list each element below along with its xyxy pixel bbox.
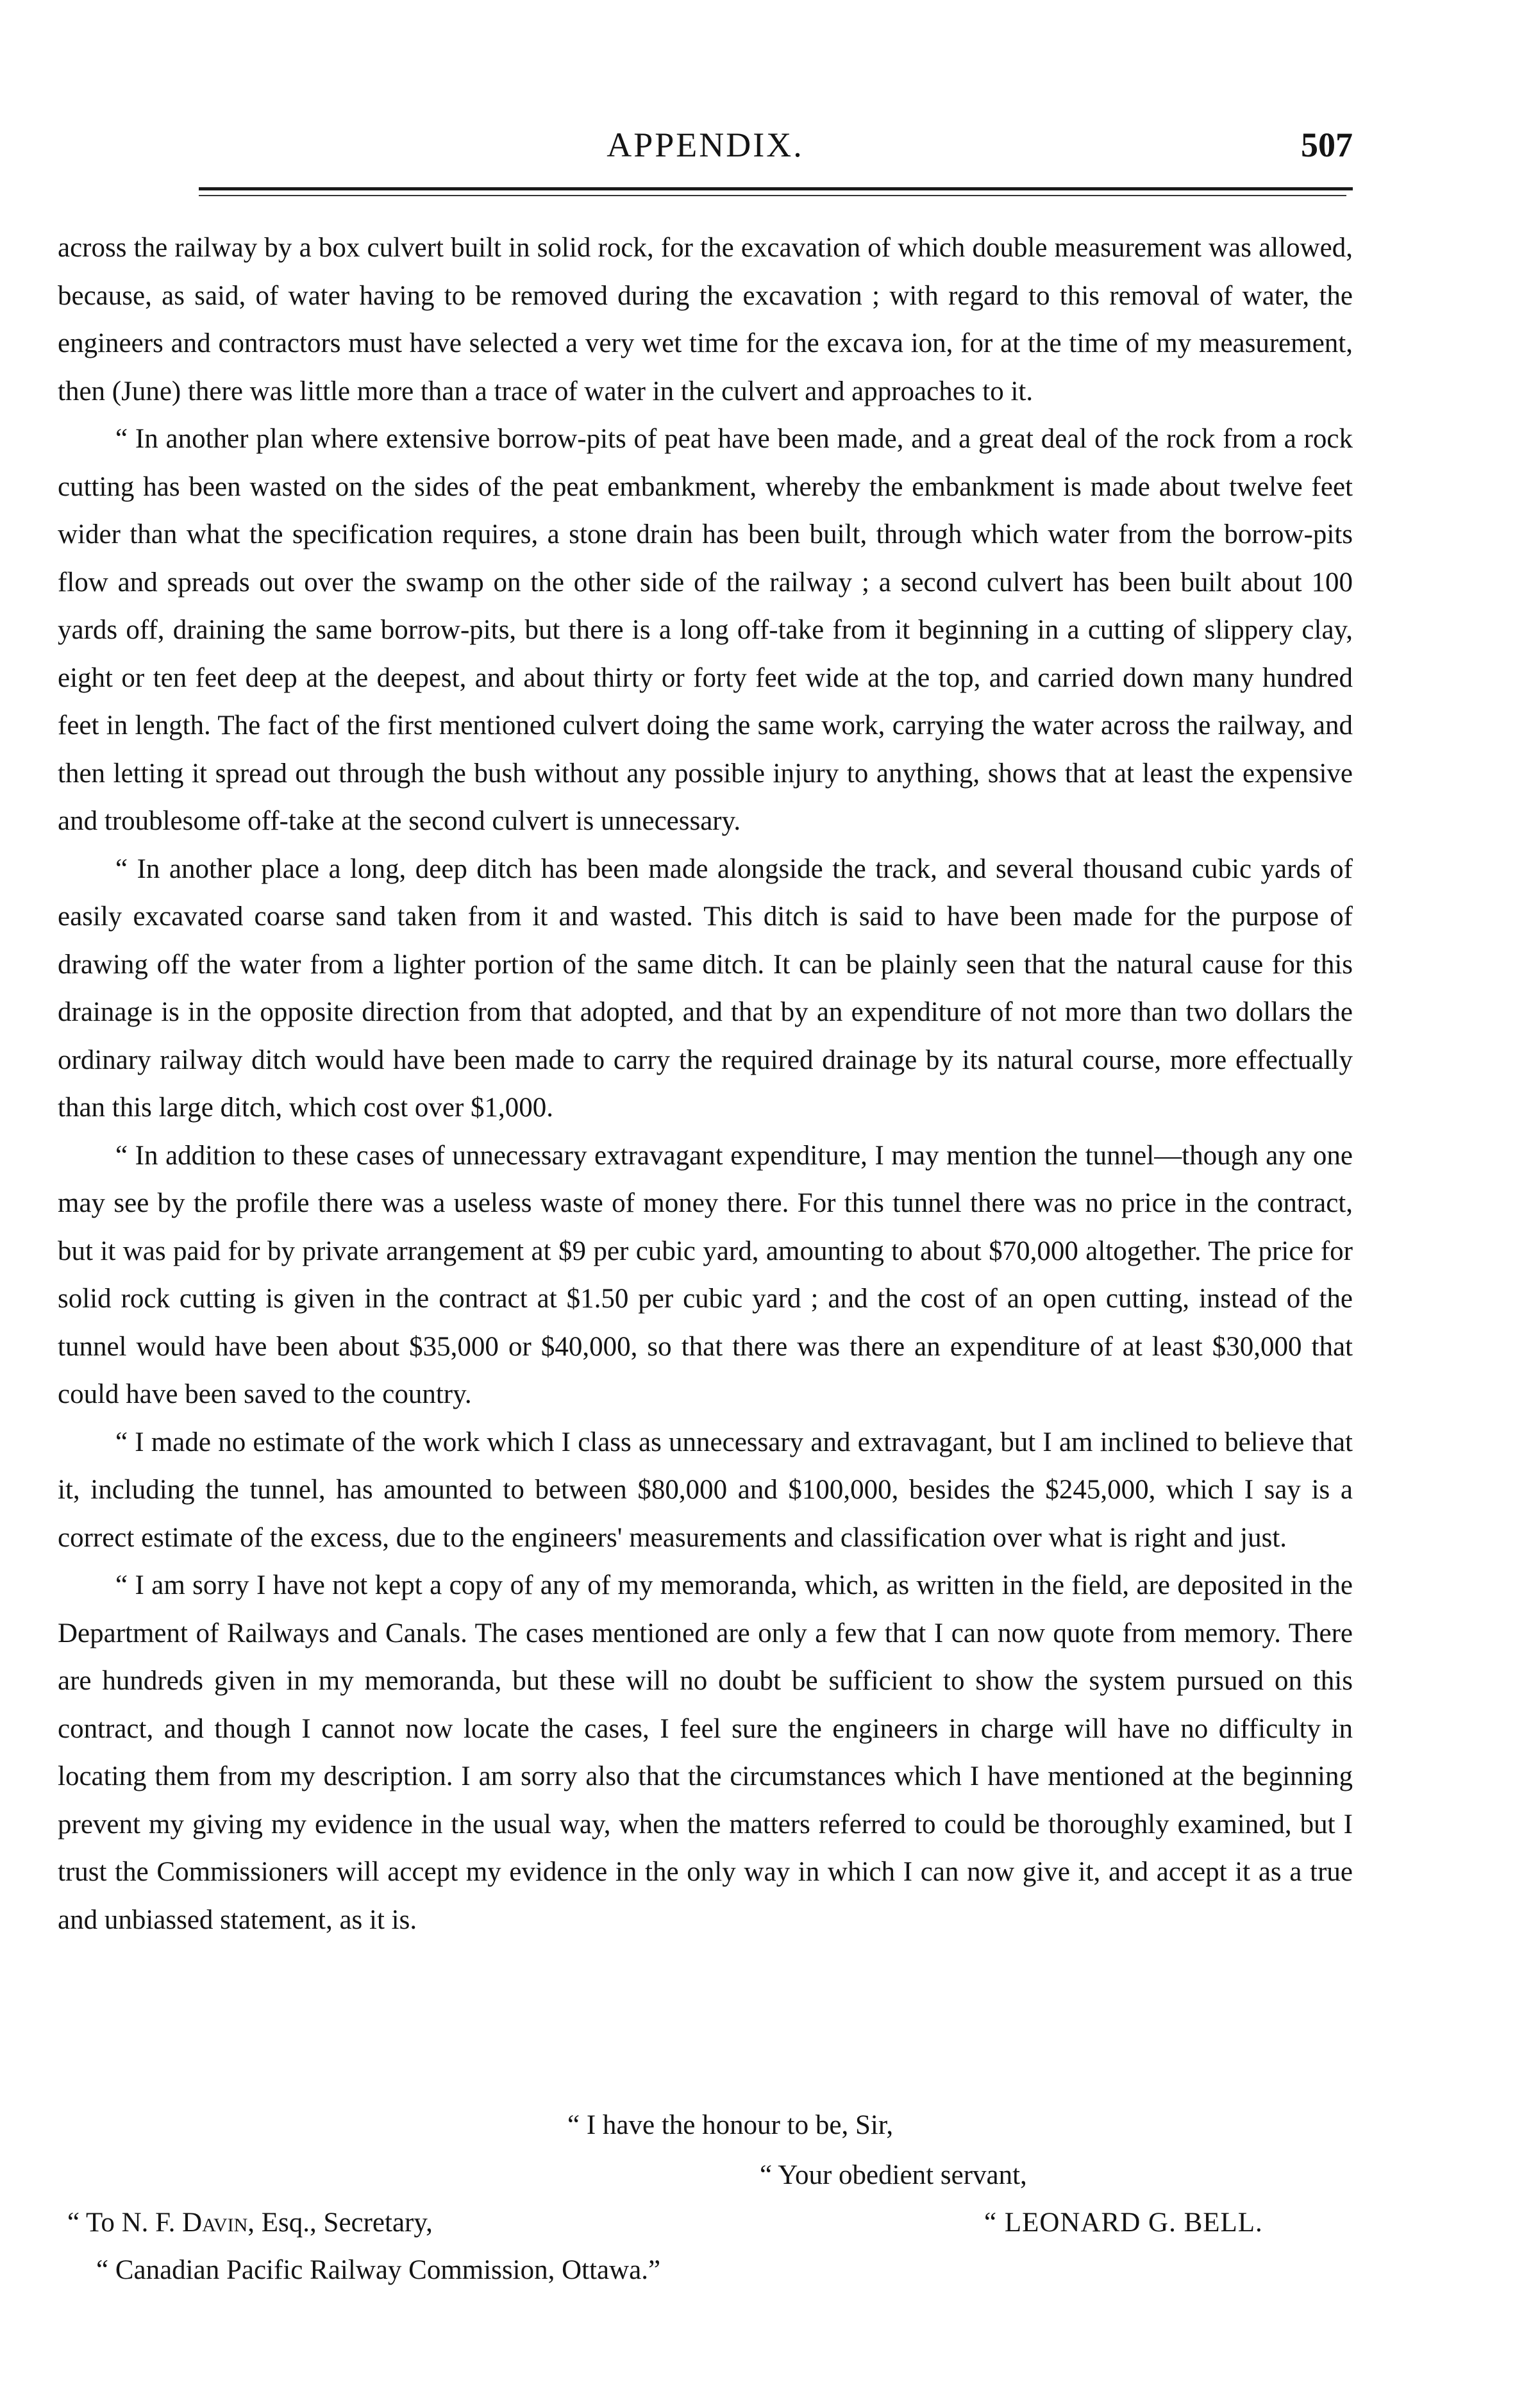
paragraph: “ In another plan where extensive borrow-pits of peat have been made, and a great deal of the rock from a rock cutting has been wasted on the sides of the peat embankment, whereby the embankment is made about twelve feet wider than what the specification requires, a stone drain has been built, through which water from the borrow-pits flow and spreads out over the swamp on the other side of the railway ; a second culvert has been built about 100 yards off, draining the same borrow-pits, but there is a long off-take from it beginning in a cutting of slippery clay, eight or ten feet deep at the deepest, and about thirty or forty feet wide at the top, and carried down many hundred feet in length. The fact of the first mentioned culvert doing the same work, carrying the water across the railway, and then letting it spread out through the bush without any possible injury to anything, shows that at least the expensive and troublesome off-take at the second culvert is unnecessary. <box>58 424 1353 836</box>
paragraph: “ I made no estimate of the work which I class as unnecessary and extravagant, but I am inclined to believe that it, including the tunnel, has amounted to between $80,000 and $100,000, besides the $245,000, which I say is a correct estimate of the excess, due to the engineers' measurements and classification over what is right and just. <box>58 1427 1353 1553</box>
page-header <box>58 125 1353 176</box>
addressee-name: Davin <box>182 2208 248 2238</box>
header-rule <box>199 187 1353 190</box>
closing-honour-line: “ I have the honour to be, Sir, <box>567 2110 894 2140</box>
header-rule-thin <box>199 195 1346 196</box>
body-text <box>58 224 1353 1944</box>
addressee-line <box>67 2207 433 2238</box>
page-number: 507 <box>1301 126 1353 164</box>
paragraph: across the railway by a box culvert built in solid rock, for the excavation of which double measurement was allowed, because, as said, of water having to be removed during the excavation ; with regard to this removal of water, the engineers and contractors must have selected a very wet time for the excava ion, for at the time of my measurement, then (June) there was little more than a trace of water in the culvert and approaches to it. <box>58 233 1353 407</box>
closing-servant-line: “ Your obedient servant, <box>760 2160 1027 2190</box>
addressee-prefix: “ To N. F. <box>67 2208 183 2238</box>
paragraph: “ I am sorry I have not kept a copy of any of my memoranda, which, as written in the field, are deposited in the Department of Railways and Canals. The cases mentioned are only a few that I can now quote from memory. There are hundreds given in my memoranda, but these will no doubt be sufficient to show the system pursued on this contract, and though I cannot now locate the cases, I feel sure the engineers in charge will have no difficulty in locating them from my description. I am sorry also that the circumstances which I have mentioned at the beginning prevent my giving my evidence in the usual way, when the matters referred to could be thoroughly examined, but I trust the Commissioners will accept my evidence in the only way in which I can now give it, and accept it as a true and unbiassed statement, as it is. <box>58 1570 1353 1935</box>
paragraph: “ In addition to these cases of unnecessary extravagant expenditure, I may mention the tunnel—though any one may see by the profile there was a useless waste of money there. For this tunnel there was no price in the contract, but it was paid for by private arrangement at $9 per cubic yard, amounting to about $70,000 altogether. The price for solid rock cutting is given in the contract at $1.50 per cubic yard ; and the cost of an open cutting, instead of the tunnel would have been about $35,000 or $40,000, so that there was there an expenditure of at least $30,000 that could have been saved to the country. <box>58 1140 1353 1409</box>
addressee-suffix: , Esq., Secretary, <box>247 2208 433 2238</box>
paragraph: “ In another place a long, deep ditch has been made alongside the track, and several thousand cubic yards of easily excavated coarse sand taken from it and wasted. This ditch is said to have been made for the purpose of drawing off the water from a lighter portion of the same ditch. It can be plainly seen that the natural cause for this drainage is in the opposite direction from that adopted, and that by an expenditure of not more than two dollars the ordinary railway ditch would have been made to carry the required drainage by its natural course, more effectually than this large ditch, which cost over $1,000. <box>58 853 1353 1123</box>
addressee-organization: “ Canadian Pacific Railway Commission, Ottawa.” <box>96 2255 661 2285</box>
running-title: APPENDIX. <box>607 126 804 164</box>
signature: “ LEONARD G. BELL. <box>984 2208 1263 2238</box>
